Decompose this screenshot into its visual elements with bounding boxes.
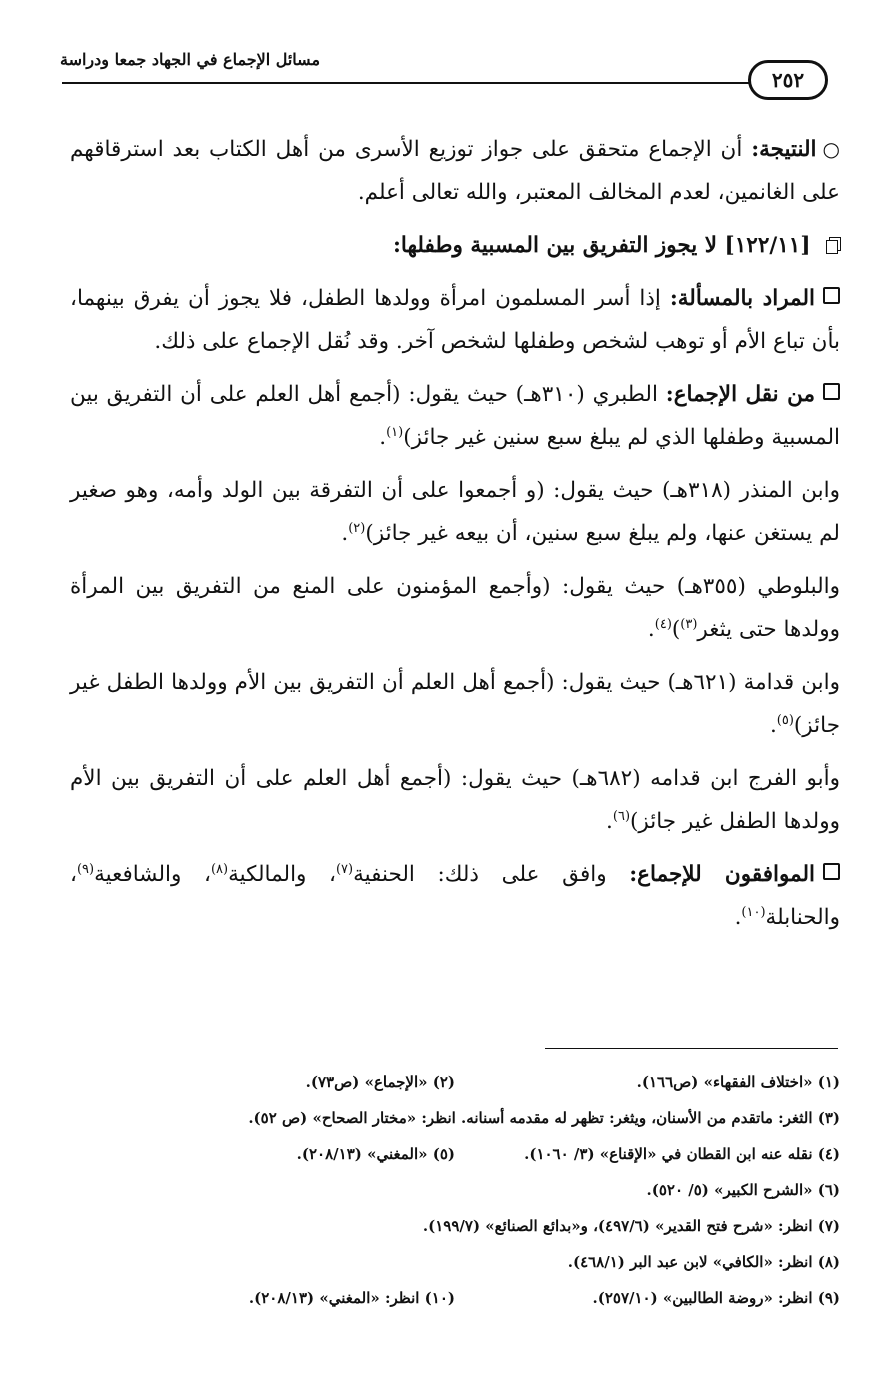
footnote-ref-8[interactable]: (٨) <box>210 861 229 877</box>
footnote-ref-3[interactable]: (٣) <box>680 616 698 632</box>
footnote-3: (٣) الثغر: ماتقدم من الأسنان، ويثغر: تظهر له مقدمه أسنانه. انظر: «مختار الصحاح» (ص ٥٢). <box>248 1109 840 1127</box>
agreeing-label: الموافقون للإجماع: <box>629 862 816 887</box>
footnote-ref-5[interactable]: (٥) <box>776 712 794 728</box>
footnote-ref-2[interactable]: (٢) <box>348 520 366 536</box>
quote-ibn-qudama: وابن قدامة (٦٢١هـ) حيث يقول: (أجمع أهل العلم أن التفريق بين الأم وولدها الطفل غير جائز)$^{(٥)}$. <box>70 670 840 738</box>
documents-stack-icon <box>826 237 840 253</box>
footnote-5: (٥) «المغني» (٢٠٨/١٣). <box>296 1145 455 1163</box>
footnote-8: (٨) انظر: «الكافي» لابن عبد البر (٤٦٨/١). <box>567 1253 840 1271</box>
footnote-ref-4[interactable]: (٤) <box>654 616 672 632</box>
running-header-title: مسائل الإجماع في الجهاد جمعا ودراسة <box>60 50 321 69</box>
footnote-ref-6[interactable]: (٦) <box>612 808 631 824</box>
footnote-separator <box>545 1048 838 1049</box>
issue-heading <box>70 224 840 267</box>
square-bullet-icon <box>823 863 840 880</box>
footnote-row <box>70 1208 840 1244</box>
footnote-9: (٩) انظر: «روضة الطالبين» (٢٥٧/١٠). <box>592 1289 840 1307</box>
header-rule <box>62 82 754 84</box>
page-number: ٢٥٢ <box>771 68 805 92</box>
footnote-7: (٧) انظر: «شرح فتح القدير» (٤٩٧/٦)، و«بدائع الصنائع» (١٩٩/٧). <box>422 1217 840 1235</box>
footnote-1: (١) «اختلاف الفقهاء» (ص١٦٦). <box>636 1073 840 1091</box>
footnote-row <box>70 1064 840 1100</box>
transmitters-label: من نقل الإجماع: <box>665 382 816 407</box>
footnote-ref-7[interactable]: (٧) <box>335 861 354 877</box>
meaning-text: إذا أسر المسلمون امرأة وولدها الطفل، فلا يجوز أن يفرق بينهما، بأن تباع الأم أو توهب لشخص وطفلها لشخص آخر. وقد نُقل الإجماع على ذلك. <box>70 286 840 354</box>
footnote-row <box>70 1136 840 1172</box>
result-paragraph <box>70 128 840 214</box>
main-text <box>70 128 840 949</box>
footnote-ref-10[interactable]: (١٠) <box>741 904 766 920</box>
page-number-badge <box>748 60 828 100</box>
footnote-6: (٦) «الشرح الكبير» (٥/ ٥٢٠). <box>646 1181 840 1199</box>
quote-ballouti: والبلوطي (٣٥٥هـ) حيث يقول: (وأجمع المؤمنون على المنع من التفريق بين المرأة وولدها حتى يثغر$^{(٣)}$)$^{(٤)}$. <box>70 574 840 642</box>
footnotes <box>70 1064 840 1316</box>
circle-bullet-icon: ○ <box>822 137 840 161</box>
footnote-row <box>70 1100 840 1136</box>
footnote-row <box>70 1280 840 1316</box>
issue-title: لا يجوز التفريق بين المسبية وطفلها: <box>392 233 718 258</box>
quote-abu-faraj: وأبو الفرج ابن قدامه (٦٨٢هـ) حيث يقول: (أجمع أهل العلم على أن التفريق بين الأم وولدها الطفل غير جائز)$^{(٦)}$. <box>70 766 840 834</box>
agreeing-paragraph: الموافقون للإجماع: وافق على ذلك: الحنفية$^{(٧)}$، والمالكية$^{(٨)}$، والشافعية$^{(٩)}$، والحنابلة$^{(١٠)}$. <box>70 861 840 930</box>
square-bullet-icon <box>823 383 840 400</box>
footnote-row <box>70 1244 840 1280</box>
footnote-row <box>70 1172 840 1208</box>
square-bullet-icon <box>823 287 840 304</box>
quote-ibn-mundhir: وابن المنذر (٣١٨هـ) حيث يقول: (و أجمعوا على أن التفرقة بين الولد وأمه، وهو صغير لم يستغن عنها، ولم يبلغ سبع سنين، أن بيعه غير جائز)$^{(٢)}$. <box>70 478 840 546</box>
result-label: النتيجة: <box>751 137 817 162</box>
footnote-ref-1[interactable]: (١) <box>386 424 404 440</box>
result-text: أن الإجماع متحقق على جواز توزيع الأسرى من أهل الكتاب بعد استرقاقهم على الغانمين، لعدم المخالف المعتبر، والله تعالى أعلم. <box>70 137 840 205</box>
quote-tabari: الطبري (٣١٠هـ) حيث يقول: (أجمع أهل العلم على أن التفريق بين المسبية وطفلها الذي لم يبلغ سبع سنين غير جائز) <box>70 382 840 450</box>
footnote-10: (١٠) انظر: «المغني» (٢٠٨/١٣). <box>248 1289 455 1307</box>
footnote-4: (٤) نقله عنه ابن القطان في «الإقناع» (٣/ ١٠٦٠). <box>524 1145 840 1163</box>
meaning-label: المراد بالمسألة: <box>669 286 816 311</box>
footnote-2: (٢) «الإجماع» (ص٧٣). <box>305 1073 455 1091</box>
meaning-paragraph <box>70 277 840 363</box>
footnote-ref-9[interactable]: (٩) <box>76 861 95 877</box>
issue-number: [١٢٢/١١] <box>724 233 811 258</box>
transmitters-paragraph: من نقل الإجماع: الطبري (٣١٠هـ) حيث يقول: (أجمع أهل العلم على أن التفريق بين المسبية وطفلها الذي لم يبلغ سبع سنين غير جائز)$^{(١)}$. <box>70 382 840 450</box>
